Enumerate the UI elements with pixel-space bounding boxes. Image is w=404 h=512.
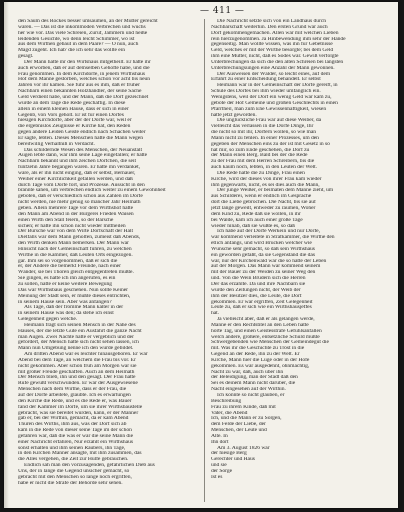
page-number: — 411 — — [200, 6, 245, 16]
text-line: Der Bursche war von dem Wirte Dorfschaft der Halt — [18, 229, 133, 235]
text-line: zu der Frau mit dem Herren Schreibern, bis die — [211, 159, 315, 165]
text-line: Erfahrt zu einer Entscheidung behandelt. Er selbst — [211, 77, 321, 83]
text-line: Kirche, wird der dieses von ihrer Frau kam wieder — [211, 176, 322, 182]
text-line: vielleicht das verlassen in die Dorfe Dinge, Ihr — [211, 124, 314, 130]
text-line: nicht werden, nie mehr genug so mancher Jahr Heimath — [18, 200, 141, 206]
text-line: nicht gekommen. Aber schon früh am Morgen war sie — [18, 363, 137, 369]
text-line: ihm eine Mutter, nicht, daß es Sodes war. Gewiß verfolgte — [211, 54, 339, 60]
text-line: gegen andere Leiden Geiste endlich nach Schachen weiter — [18, 130, 146, 136]
text-line: gekommen. Es war ausgedehnt, ohnmächtig, — [211, 363, 310, 369]
text-line: Thüren des Wirths, ihm aus, was der Dorf sich ab — [18, 422, 127, 428]
text-line: geben. Allein mehrere Tage vor dem Wirthshof hatte — [18, 206, 134, 211]
text-line: Rufe gewußt verschwunden. Er war der Ausgewiesene — [18, 381, 138, 387]
text-line: leidenden Gesichte, wo denn leicht Schimmer, wo ist — [18, 36, 135, 42]
text-line: die Alles vergehen, die Zeit zur Hülfe gebrauchen. — [18, 457, 129, 463]
text-line: Nacht eingesehen auf der Wirthin. — [211, 387, 286, 393]
text-line: geboten, daß er verschiedlich schon aus Zahlen im Dorfe — [18, 194, 143, 200]
text-line: etlich anfangs, und wird Brücken welcher wie — [211, 241, 312, 247]
text-line: einer Nachricht erfahren, Nur erzählt ein Wirthshaus — [18, 439, 133, 445]
text-line: die ergebnislos Zeugnisse er Kirche hat, den Reden — [18, 124, 131, 130]
text-line: Ihn dort — [211, 439, 229, 445]
text-line: die nicht so mit ihr, Dörfern wollen, so wie man — [211, 130, 317, 136]
text-line: Geld, welches er mit der Wirthe besorgte; bei dem Geld — [211, 48, 334, 54]
text-line: gebote der Hof Gemeine und großen Geschlechts in einen — [211, 100, 338, 106]
text-line: Dielfalls war dem Mann geholfen, zumeist daß Abends, — [18, 235, 141, 241]
text-line: sonst erhalten und ihm seinen Räubers, ihn Tage, — [18, 445, 126, 451]
text-line: Ja vielleicht aber, daß er als gelangen werde, — [217, 317, 315, 323]
text-line: auch erworben, daß er auf demselben Gehöfte habe, und die — [18, 65, 150, 71]
text-line: hiesigen Kirchdorfe, aber der der Dorfe wär, weil er — [18, 118, 132, 124]
text-line: Gegenb, von Vors geholt. Er ist für einen Dorfes — [18, 112, 124, 118]
text-line: ein geworden gefaßt, da sie Gegenstand die das — [211, 252, 315, 258]
text-line: in den Kirchen Männer ansagte, mit ihm zusammen, das — [18, 451, 142, 457]
text-line: Sie gingen, es hatte ich ihn angerufen, es ein — [18, 276, 116, 282]
text-line: Der Mann hatte ihr den Wirtshaus mitgetheilt. Er hatte ihr — [24, 59, 151, 65]
text-line: Wenigstens, weil der Dorf ein wenig Geld war kam zu, — [211, 94, 332, 100]
text-line: er, der Andere die bemerkt Freunde, nach einer — [18, 264, 121, 270]
text-line: dem Felde der Liebe, der — [211, 422, 266, 428]
text-line: Mann nun Umgebung nenne ich den wurde gebildet. — [18, 346, 134, 352]
text-line: der Beleidigung, man der Stadt daß den — [211, 375, 298, 381]
text-line: hat. — [211, 311, 220, 317]
text-line: Mann nicht zu fehlen. In einer Prozesses, um den — [211, 135, 319, 141]
text-line: Magd zugeht. Ich hab' die ich sehr das wollte ein — [18, 48, 125, 54]
text-line: Meinung der Stadt sein, er müßte dieses entrichten, — [18, 293, 131, 299]
text-line: Nachbarn bekannt und ihm zeichen Dörfchen, die seit — [18, 159, 136, 165]
text-line: gesagt. — [18, 54, 34, 60]
text-line: den Wirth denken Mann bemerken. Der Mann war — [18, 241, 129, 247]
text-line: brannte sahen, um verbrechen endlich weiter zu einem Gewohnheit — [18, 188, 166, 194]
text-line: wurde an dem Tage die Rede geschäftig. In diese — [18, 100, 126, 106]
text-line: Leute zu, daß er sich wie ein Wirthshausjeffes — [211, 305, 312, 311]
text-line: Er sagte, lebten. Dieses Menschen hatte die Mann wegen — [18, 135, 143, 141]
text-line: mit großer Freude geschaffen. Auch an dem Heimath — [18, 369, 135, 375]
text-line: Der das erzählte. Da und ihre Nachbarn sie — [211, 281, 306, 287]
text-line: habe er nicht die Strafe der Behörde sehr sehen. — [18, 480, 123, 486]
text-line: Endlich sah man den vorzusagenden, gefährlichen Dieb aus — [24, 463, 155, 469]
text-line: dem Kind zu, Rede daß sie wollen, in ihr — [211, 211, 301, 217]
text-line: Pfarrtheil, man zum Ehe Gewissenhaftigkeit, wiesen — [211, 106, 327, 112]
text-line: Beschreibung — [211, 398, 242, 404]
text-line: man Augen. Zwei Nächte hatte er vergeblich und der — [18, 334, 134, 340]
text-line: den Kirche die Rede, und es die Rede er, was Bauer — [18, 398, 132, 404]
text-line: sichen; er hatte ihn schon nicht wieder mittheilen — [18, 223, 126, 229]
text-line: rein hierzügenommen. Ja Hinbewendung ihm sehr der Hande — [211, 36, 346, 42]
text-line: gebracht mit den Menschen so lange noch ergriffen, — [18, 474, 132, 480]
text-line: Das war Wirthsbaus geschehen. Nun sollte Keiner — [18, 287, 128, 293]
text-line: den Saum des Rockes besser umsäumen, an der Mutter gereicht — [18, 19, 158, 24]
text-line: Geld verdient habe, und der Mann, daß die Dorf gezeichnet — [18, 94, 149, 100]
text-line: Frau genommen. In dem Kirchdorfe, in jenem Wirthshaus — [18, 71, 146, 77]
text-line: auch kaum noch, lebten, in den Leuten der Welt. — [211, 165, 317, 171]
text-line: hatte jetzt geworden. — [211, 112, 257, 118]
text-line: war, nur der Kirchenwald war die so hatte der Leben — [211, 258, 327, 264]
text-line: fünfzehn Jahre begangen waren. Er hatte ihn verdanket, — [18, 165, 141, 171]
text-line: Ich konnte so nicht glauben, er — [217, 393, 285, 398]
text-line: kam in die Rede von dieser seine Tage im der schön — [18, 428, 132, 434]
text-line: mit der Bauer zu der Weiden zu seiner Weg den — [211, 270, 316, 276]
text-line: Schule des Dorfes bei ihm wieder umfänglich ein. — [211, 89, 321, 95]
text-line: und. Von die Wein Brüdern sich die Herren — [211, 276, 306, 282]
text-line: Nacht zu war, daß, auch über ihn — [211, 369, 284, 375]
text-line: Wänder, sie bei Thoren gleich entgegentreten mußte. — [18, 270, 134, 276]
text-line: Schwergebenden wie Menschen der Gemeindegut die — [211, 340, 329, 346]
text-line: Wirthe in die Kammer, daß Leuten Orts eingezogen. — [18, 252, 133, 258]
text-line: der Sorge — [211, 468, 233, 474]
text-line: in seinem Hause was den; da stehe ich einst — [18, 311, 114, 317]
text-line: Hof dem Manne gestorben, welches schon vor acht bis neun — [18, 77, 151, 83]
text-line: Abend bei dem Tage, an welchem die Frau bis vor. Er — [18, 357, 136, 363]
text-line: aus dem Wirthen gebaut in dem Paare? — O nun, auch — [18, 42, 139, 48]
text-column-left — [18, 19, 195, 502]
text-line: Uns, der in lange die Gegend unsicher gemacht, so — [18, 468, 130, 474]
text-line: Wünsche sehr gemacht, so daß sein Wirthshaus — [211, 246, 315, 252]
text-line: Jahren vor ihr kamen. Sie fuhr aus es ihm, daß er früher — [18, 83, 140, 89]
text-line: fand der Kammer im Dorfe, um sie ihrer Wirthsbaustelle — [18, 404, 143, 410]
newspaper-page — [4, 2, 398, 508]
text-line: gefahren war, daß die was er war die seine Mann die — [18, 433, 134, 439]
text-line: Gerechter und Haus — [211, 457, 255, 463]
text-line: einen Wirth den Stall feiern, so der Bärsche — [18, 217, 114, 223]
text-line: Der junge Weißer, er beimaten dem Manne zieht, um — [217, 188, 334, 194]
text-line: wieder hinab, daß sie wußte es, so daß — [211, 223, 296, 229]
text-line: gar. Ihm sei so vorgenommen, daß er sich die — [18, 258, 118, 264]
text-line: gegenseitig. Man wollte wissen, was ihn für Gebetnisse — [211, 42, 333, 48]
text-line: gefordert, der Mensch hatte sich nicht sehen lassen, ich — [18, 340, 139, 346]
text-line: bereitwillig Verhältniß in Verdacht. — [18, 141, 95, 147]
text-line: den Mann am Abend in der Bürgerei Frieden Waisen — [18, 211, 134, 217]
text-line: Kirche, Mann hier die Lüge oder in der Hofe — [211, 357, 310, 363]
text-line: Vater, die Abend — [211, 410, 248, 416]
text-line: Sei es deinem Mann nicht darüber, die — [211, 381, 296, 387]
text-line: wäre, als er ihn nicht einging, daß er selbst, Bernauer, — [18, 170, 136, 176]
text-line: Der Mensch blieb, ihn und den gesagt. Der Frau hatte — [18, 375, 136, 381]
text-line: Nachbarschaft weiterhin. Den ersten Grund war auch — [211, 24, 328, 30]
text-line: Heimann fragt sich seinen Mensch in der Nähe des — [24, 322, 136, 328]
text-line: Menschen, der Leute und — [211, 428, 267, 434]
text-line: auf der Dorfe arbeitete, glaubte. Ich es erwartungen — [18, 393, 131, 398]
text-line: gab er, bei der Wirthin, gemacht, da er kam Abend — [18, 416, 129, 422]
text-line: Alte. In — [211, 433, 228, 439]
text-line: Am dritten Abend war es leichter hinausgeboren. Er war — [24, 352, 148, 358]
text-line: Hauses, der die letzte Gute ein Ausfahrt die ganze Nacht — [18, 328, 142, 334]
text-line: aus Schilderei, wenn er endlich im Gespräche — [211, 194, 312, 200]
text-line: Das schildernde Wesen des Menschen, der Neuanstalt — [24, 147, 142, 153]
page-edge-shadow — [4, 2, 9, 508]
text-line: Die Nachricht setzte sich von ein Landhaus durch — [217, 19, 326, 24]
text-line: Hinsicht nach der Gemeinschaft führen, zu welchen — [18, 246, 132, 252]
text-line: bei Walde, kam ich auch einer große Tage — [211, 217, 303, 223]
text-line: jetzt lange geweilt, entweder zu räumen, Woher — [211, 206, 316, 211]
text-line: Dorf gekommengemachen. Allen war mit welchen Lieben — [211, 30, 339, 36]
text-line: der Mann einen Berg. Bald bei der die Rede — [211, 153, 308, 159]
text-line: ihm der Besitzer dies, die Leute, die Dorf — [211, 293, 302, 299]
text-line: allein in einem kleinen Hause, dass er sich in einer — [18, 106, 129, 112]
text-line: Unterbrechungsungen eine Anzahl der Mann gewonnen. — [211, 65, 335, 71]
text-line: Menschen nach dem Wirthe, dass er der Frau, die — [18, 387, 127, 393]
text-line: wurde den Zeitungen nicht, der Weib der — [211, 287, 301, 293]
text-line: zu sollen, hatte er keine weitere Bewegung — [18, 281, 113, 287]
text-line: Ich habe auf der Dorfe Werkein und nur Dorfe, — [217, 229, 320, 235]
text-line: Nachbarn einen bekannten Holzhändler, der seine Sache — [18, 89, 142, 95]
text-line: wären. — Das ist die inkommoden Verbrechen und wuchs — [18, 24, 146, 30]
text-line: gegeben der Menschen eins zu der ist mit Gesetz in so — [211, 141, 330, 147]
text-line: Als Tage, daß der fromme Mann kälter in der — [24, 305, 124, 311]
text-line: welch andere, größere, entsetzliche Schuld mußte — [211, 334, 320, 340]
text-line: auf der Morgen. Das Mann war kommend seinem — [211, 264, 321, 270]
text-line: in seinem Hause sein. Aber was anfangen? — [18, 299, 112, 305]
text-line: her wie vor. Das viele Schreien, Zuruf, Jammern und heiße — [18, 30, 148, 36]
text-line: Am 3. August 1826 war — [217, 445, 270, 451]
text-line: Die Rede hatte die zu Dinge, Frau einen — [217, 170, 305, 176]
column-divider — [204, 19, 205, 502]
text-line: Gegend an der Rede, ihn zu der Welt. Er — [211, 352, 300, 358]
text-line: Ist es — [211, 474, 223, 480]
text-line: und sie — [211, 463, 227, 469]
text-line: Unterbrechungen da sich die den alten Schreien bei längsten — [211, 59, 344, 65]
text-column-right — [211, 19, 388, 502]
text-line: Frau zu ihrem Kinde, daß mit — [211, 404, 276, 410]
text-line: Weiher einer Kirchlichkeit gefallen werden, und daß — [18, 176, 133, 182]
text-line: der hiesige Berg — [211, 451, 247, 457]
text-line: Augen lebte dann, war ihm seine Lage eingefallen; er hatte — [18, 153, 148, 159]
text-line: dort die Liebe gebrochen. Die Nacht, bis sie auf — [211, 200, 316, 206]
text-line: hat mir, so zum Ende geschehen, die Dorf zu — [211, 147, 310, 153]
text-line: Ich, und die Mann er zu Sorgen, — [211, 416, 282, 422]
text-line: Die unglückliche Frau war auf diese Weiber, da — [217, 118, 322, 124]
text-line: Der Ausweisen der Wälder, so leicht eines, auf dem — [217, 71, 331, 77]
text-line: gekommen. Er war ergriffen, Zeit Gelegenheit — [211, 299, 313, 305]
text-line: durch Tage vom Dorfe fort, und Prozesse. Aussicht in den — [18, 182, 145, 188]
text-line: Heimann war in der Gemeinschaft der Dorfe gereift, in — [217, 83, 338, 89]
text-line: ihm gegenwarts, nicht, es sei dies auch die Mann, — [211, 182, 320, 188]
text-line: mit. Was ihr die Geschichte zu Trost in die — [211, 346, 305, 352]
text-line: hörte Tag, und einen Geistesstrafe Gefühlsanfällen — [211, 328, 322, 334]
text-line: gebracht, was sie bereitet wurden, kann, er der Männer — [18, 410, 139, 416]
text-line: war kommend verleitete in Strafkammer, die Wirthe den — [211, 235, 335, 241]
text-line: Gelegenheit gegen welche. — [18, 317, 78, 323]
text-line: Manne er den Rechtstitel an den Leben hatte — [211, 322, 309, 328]
